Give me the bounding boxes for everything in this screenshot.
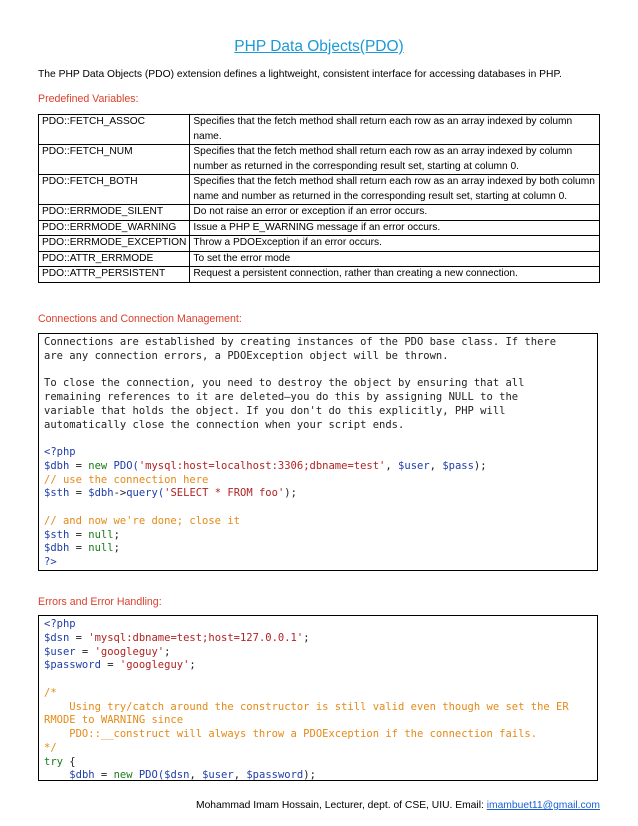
code-token: { xyxy=(62,755,76,768)
connection-code-block xyxy=(38,333,598,571)
code-token: // use the connection here xyxy=(44,473,209,486)
code-line xyxy=(44,350,592,364)
code-line xyxy=(44,460,592,474)
code-token: = xyxy=(69,459,89,472)
code-line xyxy=(44,515,592,529)
variable-name-cell: PDO::ERRMODE_WARNING xyxy=(39,220,190,236)
code-token: $password xyxy=(44,659,101,672)
code-token: = xyxy=(69,542,89,555)
code-token: new xyxy=(113,769,133,781)
section-heading-connections: Connections and Connection Management: xyxy=(38,313,242,325)
code-token: , xyxy=(233,769,247,781)
code-token: null xyxy=(88,542,114,555)
variable-description-cell: Issue a PHP E_WARNING message if an error occurs. xyxy=(190,220,600,236)
code-token: variable that holds the object. If you don't do this explicitly, PHP will xyxy=(44,404,506,417)
code-token: $pass xyxy=(442,459,474,472)
code-token: 'mysql:dbname=test;host=127.0.0.1' xyxy=(88,631,304,644)
code-line xyxy=(44,432,592,446)
variable-name-cell: PDO::ATTR_PERSISTENT xyxy=(39,267,190,283)
code-token: new xyxy=(88,459,108,472)
variable-name-cell: PDO::ERRMODE_SILENT xyxy=(39,205,190,221)
code-line xyxy=(44,756,592,770)
code-token: $user xyxy=(44,645,76,658)
code-line xyxy=(44,487,592,501)
code-line xyxy=(44,501,592,515)
code-line xyxy=(44,701,592,715)
variable-name-cell: PDO::ERRMODE_EXCEPTION xyxy=(39,236,190,252)
table-row xyxy=(39,115,600,145)
code-token: <?php xyxy=(44,618,76,630)
code-line xyxy=(44,419,592,433)
code-token: 'SELECT * FROM foo' xyxy=(164,487,285,500)
section-heading-predefined: Predefined Variables: xyxy=(38,93,139,105)
code-line xyxy=(44,687,592,701)
variable-name-cell: PDO::FETCH_NUM xyxy=(39,145,190,175)
code-token: <?php xyxy=(44,446,76,458)
variable-description-cell: Do not raise an error or exception if an error occurs. xyxy=(190,205,600,221)
code-token: ); xyxy=(473,459,487,472)
code-token: $dbh xyxy=(69,769,95,781)
variable-description-cell: To set the error mode xyxy=(190,251,600,267)
table-row xyxy=(39,236,600,252)
code-token: PDO::__construct will always throw a PDOException if the connection fails. xyxy=(44,728,538,740)
code-line xyxy=(44,364,592,378)
section-heading-errors: Errors and Error Handling: xyxy=(38,596,162,608)
code-token: $password xyxy=(246,769,304,781)
footer-author: Mohammad Imam Hossain, Lecturer, dept. of CSE, UIU. Email: xyxy=(196,800,487,811)
table-row xyxy=(39,220,600,236)
code-token: */ xyxy=(44,741,57,754)
code-line xyxy=(44,556,592,570)
code-token: -> xyxy=(113,487,127,500)
code-line xyxy=(44,391,592,405)
page-title: PHP Data Objects(PDO) xyxy=(234,38,404,55)
code-token: PDO( xyxy=(132,769,165,781)
code-token: , xyxy=(429,459,443,472)
code-token: ; xyxy=(164,645,171,658)
table-row xyxy=(39,251,600,267)
table-row xyxy=(39,205,600,221)
code-token: ; xyxy=(303,631,310,644)
code-line xyxy=(44,769,592,781)
intro-paragraph: The PHP Data Objects (PDO) extension defines a lightweight, consistent interface for accessing databases in PHP. xyxy=(38,69,562,80)
code-token: Connections are established by creating instances of the PDO base class. If there xyxy=(44,336,557,348)
code-line xyxy=(44,529,592,543)
variable-description-cell: Throw a PDOException if an error occurs. xyxy=(190,236,600,252)
code-line xyxy=(44,618,592,632)
code-token: , xyxy=(189,769,203,781)
table-row xyxy=(39,145,600,175)
code-token: ; xyxy=(113,542,120,555)
table-row xyxy=(39,175,600,205)
code-token: = xyxy=(94,769,114,781)
code-token: ; xyxy=(189,659,196,672)
code-token: ); xyxy=(303,769,316,781)
code-line xyxy=(44,542,592,556)
code-token: PDO( xyxy=(107,459,139,472)
code-token: $dbh xyxy=(44,542,70,555)
table-row xyxy=(39,267,600,283)
variable-description-cell: Request a persistent connection, rather than creating a new connection. xyxy=(190,267,600,283)
code-token: $sth xyxy=(44,528,70,541)
code-token: $user xyxy=(202,769,234,781)
code-token: ); xyxy=(284,487,297,500)
code-line xyxy=(44,659,592,673)
code-token xyxy=(44,769,69,781)
code-token: = xyxy=(75,645,95,658)
code-token: To close the connection, you need to destroy the object by ensuring that all xyxy=(44,377,525,390)
code-line xyxy=(44,728,592,742)
code-token: remaining references to it are deleted—you do this by assigning NULL to the xyxy=(44,391,519,403)
code-token: ; xyxy=(113,528,120,541)
code-line xyxy=(44,405,592,419)
code-token: ?> xyxy=(44,556,57,568)
code-token: query( xyxy=(126,487,165,500)
code-line xyxy=(44,336,592,350)
code-token: $dsn xyxy=(164,769,190,781)
code-token: $sth xyxy=(44,487,70,500)
variable-name-cell: PDO::ATTR_ERRMODE xyxy=(39,251,190,267)
code-token: null xyxy=(88,528,114,541)
predefined-variables-table xyxy=(38,114,600,283)
code-token: Using try/catch around the constructor is still valid even though we set the ER xyxy=(44,700,569,713)
code-token: = xyxy=(100,659,120,672)
code-line xyxy=(44,377,592,391)
code-token: $user xyxy=(398,459,430,472)
code-token: 'googleguy' xyxy=(94,645,165,658)
variable-description-cell: Specifies that the fetch method shall return each row as an array indexed by both column name and number as returned in the corresponding result set, starting at column 0. xyxy=(190,175,600,205)
code-token: = xyxy=(69,487,89,500)
variable-description-cell: Specifies that the fetch method shall return each row as an array indexed by column number as returned in the corresponding result set, starting at column 0. xyxy=(190,145,600,175)
code-token: $dbh xyxy=(44,459,70,472)
code-token: // and now we're done; close it xyxy=(44,514,240,527)
code-line xyxy=(44,742,592,756)
code-line xyxy=(44,474,592,488)
code-token: , xyxy=(385,459,399,472)
variable-name-cell: PDO::FETCH_BOTH xyxy=(39,175,190,205)
code-line xyxy=(44,632,592,646)
code-token: automatically close the connection when your script ends. xyxy=(44,418,405,431)
code-token: are any connection errors, a PDOException object will be thrown. xyxy=(44,349,449,362)
code-token: 'mysql:host=localhost:3306;dbname=test' xyxy=(138,459,386,472)
footer-email-link[interactable]: imambuet11@gmail.com xyxy=(486,800,600,811)
code-line xyxy=(44,646,592,660)
code-line xyxy=(44,673,592,687)
variable-name-cell: PDO::FETCH_ASSOC xyxy=(39,115,190,145)
code-token: 'googleguy' xyxy=(119,659,190,672)
code-token: /* xyxy=(44,686,57,699)
code-line xyxy=(44,446,592,460)
variable-description-cell: Specifies that the fetch method shall return each row as an array indexed by column name. xyxy=(190,115,600,145)
code-token: $dbh xyxy=(88,487,114,500)
code-token: $dsn xyxy=(44,631,70,644)
code-token: try xyxy=(44,755,63,768)
page-footer xyxy=(0,800,600,811)
code-token: RMODE to WARNING since xyxy=(44,714,184,727)
code-token: = xyxy=(69,631,89,644)
code-token: = xyxy=(69,528,89,541)
error-handling-code-block xyxy=(38,615,598,781)
code-line xyxy=(44,714,592,728)
